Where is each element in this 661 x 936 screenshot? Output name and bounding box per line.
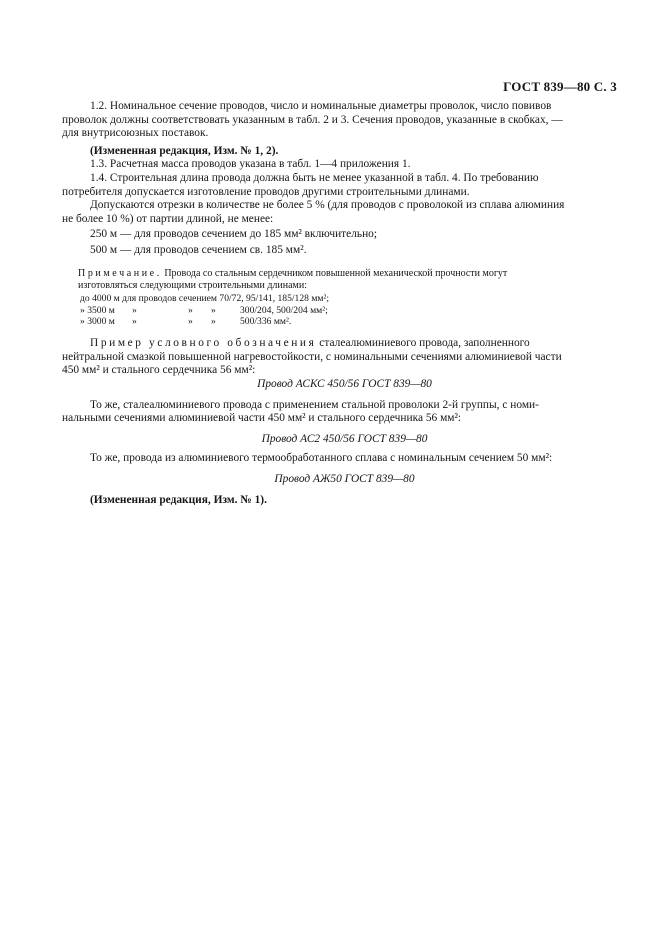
length-500: 500 м — для проводов сечением св. 185 мм². (90, 243, 307, 256)
lengths-cell: » 3000 м (80, 316, 115, 327)
note-block (78, 268, 627, 292)
same-1-line-2: нальными сечениями алюминиевой части 450 мм² и стального сердечника 56 мм²: (62, 412, 462, 425)
example-text: сталеалюминиевого провода, заполненного (316, 337, 530, 349)
allowance-line-2: не более 10 %) от партии длиной, не менее: (62, 212, 274, 225)
note-label: Примечание. (78, 268, 162, 279)
lengths-table (80, 293, 400, 328)
lengths-cell: » (132, 304, 137, 316)
designation-3: Провод АЖ50 ГОСТ 839—80 (274, 472, 415, 485)
same-2: То же, провода из алюминиевого термообработанного сплава с номинальным сечением 50 мм²: (90, 452, 553, 465)
lengths-cell: 300/204, 500/204 мм²; (240, 304, 328, 316)
lengths-cell: » (188, 316, 193, 327)
lengths-row (80, 293, 400, 305)
allowance-line-1: Допускаются отрезки в количестве не более 5 % (для проводов с проволокой из сплава алюминия (90, 199, 565, 212)
clause-1-2-line-2: проволок должны соответствовать указанным в табл. 2 и 3. Сечения проводов, указанные в скобках, — (62, 113, 563, 126)
example-block (62, 337, 627, 378)
lengths-cell: » (132, 316, 137, 327)
lengths-cell: 500/336 мм². (240, 316, 292, 327)
example-line-3: 450 мм² и стального сердечника 56 мм²: (62, 364, 256, 377)
note-text: Провода со стальным сердечником повышенной механической прочности могут (161, 268, 508, 279)
example-label: Пример условного обозначения (90, 337, 317, 349)
lengths-row (80, 305, 400, 317)
clause-1-2-line-1: 1.2. Номинальное сечение проводов, число и номинальные диаметры проволок, число повивов (90, 100, 552, 112)
clause-1-4-line-2: потребителя допускается изготовление проводов другими строительными длинами. (62, 185, 470, 198)
lengths-cell: » (211, 316, 216, 327)
amendment-note-1-2: (Измененная редакция, Изм. № 1, 2). (90, 144, 279, 157)
example-line-1 (62, 337, 627, 351)
lengths-cell: » (211, 304, 216, 316)
section-1-2 (62, 100, 627, 258)
same-1-line-1: То же, сталеалюминиевого провода с применением стальной проволоки 2-й группы, с номи- (90, 398, 539, 411)
length-250: 250 м — для проводов сечением до 185 мм² включительно; (90, 228, 378, 241)
designation-1: Провод АСКС 450/56 ГОСТ 839—80 (257, 378, 432, 390)
note-line-2: изготовляться следующими строительными длинами: (78, 280, 308, 291)
page-header: ГОСТ 839—80 С. 3 (503, 79, 617, 94)
amendment-note-final: (Измененная редакция, Изм. № 1). (90, 493, 267, 506)
clause-1-2-line-3: для внутрисоюзных поставок. (62, 127, 209, 140)
clause-1-3: 1.3. Расчетная масса проводов указана в табл. 1—4 приложения 1. (90, 158, 411, 171)
lengths-row (80, 316, 400, 328)
clause-1-4-line-1: 1.4. Строительная длина провода должна быть не менее указанной в табл. 4. По требованию (90, 171, 539, 184)
lengths-cell: » (188, 304, 193, 316)
designation-2: Провод АС2 450/56 ГОСТ 839—80 (261, 432, 428, 445)
lengths-cell: » 3500 м (80, 304, 115, 316)
designation-block (62, 378, 627, 507)
note-line-1 (78, 268, 627, 280)
example-line-2: нейтральной смазкой повышенной нагревостойкости, с номинальными сечениями алюминиевой части (62, 350, 562, 363)
lengths-row-text: до 4000 м для проводов сечением 70/72, 95/141, 185/128 мм²; (80, 293, 330, 304)
